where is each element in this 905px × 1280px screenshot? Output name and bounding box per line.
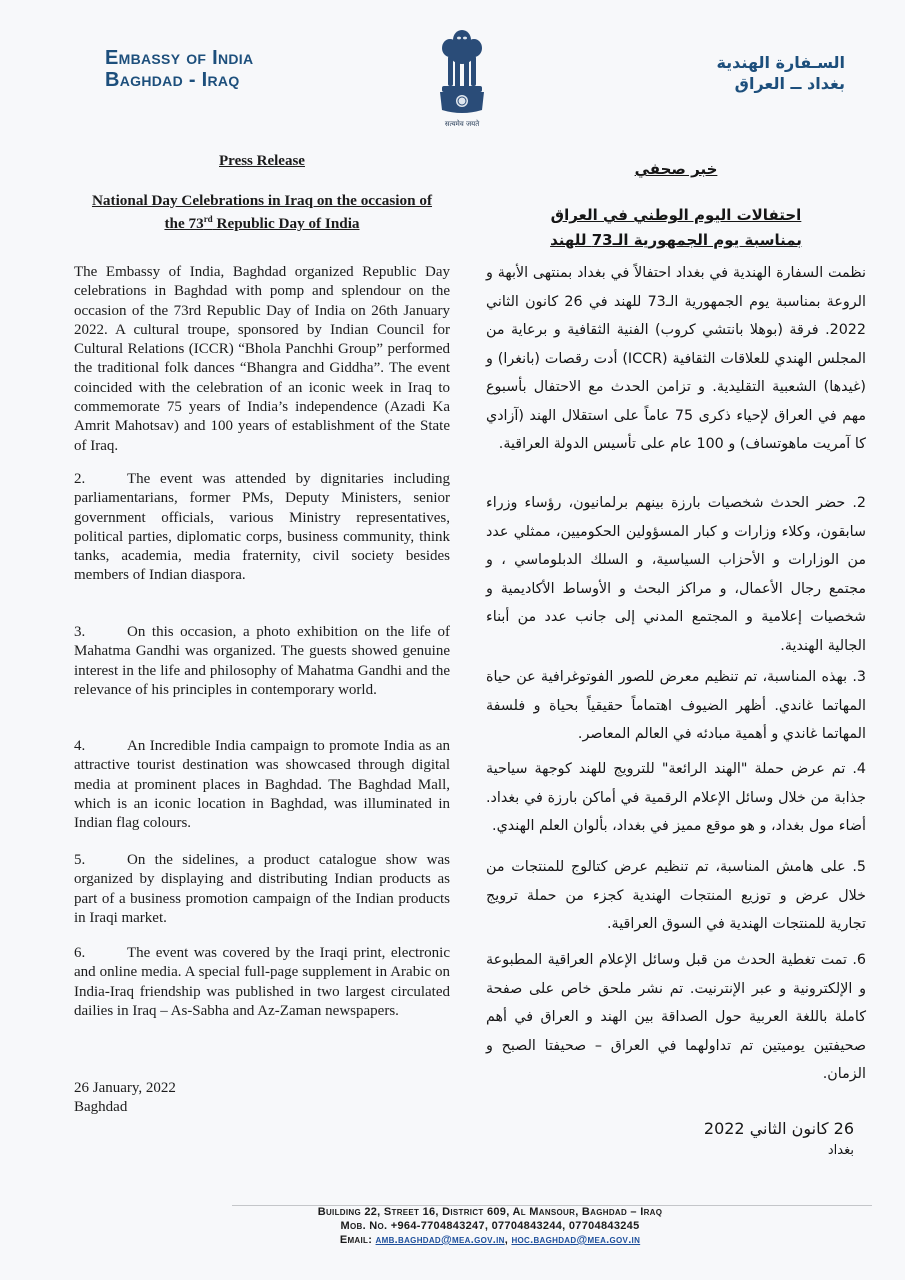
paragraph-number: 6. xyxy=(74,945,86,961)
paragraph-2 xyxy=(74,470,450,586)
paragraph-number: 3. xyxy=(74,624,86,640)
footer-mobile: Mob. No. +964-7704843247, 07704843244, 07704843245 xyxy=(340,1220,640,1232)
footer-email-line xyxy=(240,1233,740,1247)
paragraph-number: 5. xyxy=(74,852,86,868)
paragraph-1 xyxy=(74,263,450,456)
press-release-label-arabic: خبر صحفي xyxy=(634,160,718,178)
headline-arabic-line-1: احتفالات اليوم الوطني في العراق xyxy=(550,206,802,224)
dateline-arabic xyxy=(486,1118,866,1162)
letterhead-arabic xyxy=(645,52,845,94)
paragraph-6 xyxy=(74,944,450,1021)
footer xyxy=(240,1205,740,1247)
paragraph-number: 2. xyxy=(74,471,86,487)
paragraph-text: The Embassy of India, Baghdad organized Republic Day celebrations in Baghdad with pomp and splendour on the occasion of the 73rd Republic Day of India on 26th January 2022. A cultural troupe, sponsored by Indian Council for Cultural Relations (ICCR) “Bhola Panchhi Group” performed the traditional folk dances “Bhangra and Giddha”. The event coincided with the celebration of an iconic week in Iraq to commemorate 75 years of India’s independence (Azadi Ka Amrit Mahotsav) and 100 years of establishment of the State of Iraq. xyxy=(74,264,450,454)
paragraph-5 xyxy=(74,851,450,928)
headline-line-2: the 73rd Republic Day of India xyxy=(164,214,360,233)
paragraph-4 xyxy=(74,737,450,833)
release-place: Baghdad xyxy=(74,1099,128,1115)
arabic-paragraph-4: 4. تم عرض حملة "الهند الرائعة" للترويج للهند كوجهة سياحية جذابة من خلال وسائل الإعلام الرقمية في أماكن بارزة في بغداد. أضاء مول بغداد، و هو موقع مميز في بغداد، بألوان العلم الهندي. xyxy=(486,761,866,834)
release-date: 26 January, 2022 xyxy=(74,1080,176,1096)
paragraph-text: On the sidelines, a product catalogue show was organized by displaying and distributing Indian products as part of a business promotion campaign of the Indian products in Iraqi market. xyxy=(74,852,450,926)
english-column xyxy=(74,153,450,1115)
embassy-location-arabic: بغداد ــ العراق xyxy=(734,74,845,93)
paragraph-text: The event was attended by dignitaries including parliamentarians, former PMs, Deputy Ministers, senior government officials, various Ministry representatives, political parties, diplomatic corps, business community, think tanks, academia, media fraternity, civil society besides members of Indian diaspora. xyxy=(74,471,450,584)
arabic-paragraph-5: 5. على هامش المناسبة، تم تنظيم عرض كتالوج للمنتجات من خلال عرض و توزيع المنتجات الهندية كجزء من حملة ترويج تجارية للمنتجات الهندية في السوق العراقية. xyxy=(486,859,866,932)
arabic-paragraph-3: 3. بهذه المناسبة، تم تنظيم معرض للصور الفوتوغرافية عن حياة المهاتما غاندي. أظهر الضيوف اهتماماً حقيقياً بحياة و فلسفة المهاتما غاندي و أهمية مبادئه في العالم المعاصر. xyxy=(486,669,866,742)
footer-address: Building 22, Street 16, District 609, Al Mansour, Baghdad – Iraq xyxy=(317,1206,663,1218)
release-date-arabic: 26 كانون الثاني 2022 xyxy=(703,1119,854,1138)
paragraph-3 xyxy=(74,623,450,700)
headline-arabic xyxy=(486,203,866,253)
letterhead-english xyxy=(105,47,253,91)
paragraph-text: An Incredible India campaign to promote India as an attractive tourist destination was showcased through digital media at prominent places in Baghdad. The Baghdad Mall, which is an iconic location in Baghdad, was illuminated in Indian flag colours. xyxy=(74,738,450,832)
lion-capital-icon xyxy=(432,26,492,118)
paragraph-text: The event was covered by the Iraqi print, electronic and online media. A special full-page supplement in Arabic on India-Iraq friendship was published in two largest circulated dailies in Iraq – As-Sabha and Az-Zaman newspapers. xyxy=(74,945,450,1019)
email-separator: , xyxy=(504,1234,512,1246)
email-label: Email: xyxy=(339,1234,373,1246)
paragraph-text: On this occasion, a photo exhibition on the life of Mahatma Gandhi was organized. The guests showed genuine interest in the life and philosophy of Mahatma Gandhi and the relevance of his principles in contemporary world. xyxy=(74,624,450,698)
email-link-hoc[interactable]: hoc.baghdad@mea.gov.in xyxy=(511,1234,641,1246)
emblem-motto: सत्यमेव जयते xyxy=(444,120,480,128)
release-place-arabic: بغداد xyxy=(827,1143,854,1158)
press-release-label: Press Release xyxy=(219,153,305,169)
embassy-location: Baghdad - Iraq xyxy=(105,69,240,91)
arabic-paragraph-1: نظمت السفارة الهندية في بغداد احتفالاً في بغداد بمنتهى الأبهة و الروعة بمناسبة يوم الجمهورية الـ73 للهند في 26 كانون الثاني 2022. فرقة (بوهلا بانتشي كروب) الفنية الثقافية و برعاية من المجلس الهندي للعلاقات الثقافية (ICCR) أدت رقصات (بانغرا) و (غيدها) الشعبية التقليدية. و تزامن الحدث مع الاحتفال بأسبوع مهم في العراق لإحياء ذكرى 75 عاماً على استقلال الهند (آزادي كا آمريت ماهوتساف) و 100 عام على تأسيس الدولة العراقية. xyxy=(486,265,866,452)
dateline-english xyxy=(74,1079,176,1117)
headline-english xyxy=(74,191,450,233)
embassy-name: Embassy of India xyxy=(105,47,254,69)
arabic-paragraph-6: 6. تمت تغطية الحدث من قبل وسائل الإعلام العراقية المطبوعة و الإلكترونية و عبر الإنترنيت. تم نشر ملحق خاص على صفحة كاملة باللغة العربية حول الصداقة بين الهند و العراق في أهم صحيفتين يوميتين تم تداولهما في العراق – صحيفتا الصبح و الزمان. xyxy=(486,952,866,1082)
national-emblem-icon xyxy=(432,26,492,136)
arabic-paragraph-2: 2. حضر الحدث شخصيات بارزة بينهم برلمانيون، رؤساء وزراء سابقون، وكلاء وزارات و كبار المسؤولين الحكوميين، ممثلي عدد من الوزارات و الأحزاب السياسية، و السلك الدبلوماسي ، و مجتمع رجال الأعمال، و مراكز البحث و الأوساط الأكاديمية و شخصيات إعلامية و المجتمع المدني إلى جانب عدد من أبناء الجالية الهندية. xyxy=(486,495,866,654)
paragraph-number: 4. xyxy=(74,738,86,754)
headline-arabic-line-2: بمناسبة يوم الجمهورية الـ73 للهند xyxy=(550,231,802,249)
headline-line-1: National Day Celebrations in Iraq on the occasion of xyxy=(91,192,433,209)
embassy-name-arabic: السـفارة الهندية xyxy=(716,53,845,72)
email-link-ambassador[interactable]: amb.baghdad@mea.gov.in xyxy=(375,1234,505,1246)
